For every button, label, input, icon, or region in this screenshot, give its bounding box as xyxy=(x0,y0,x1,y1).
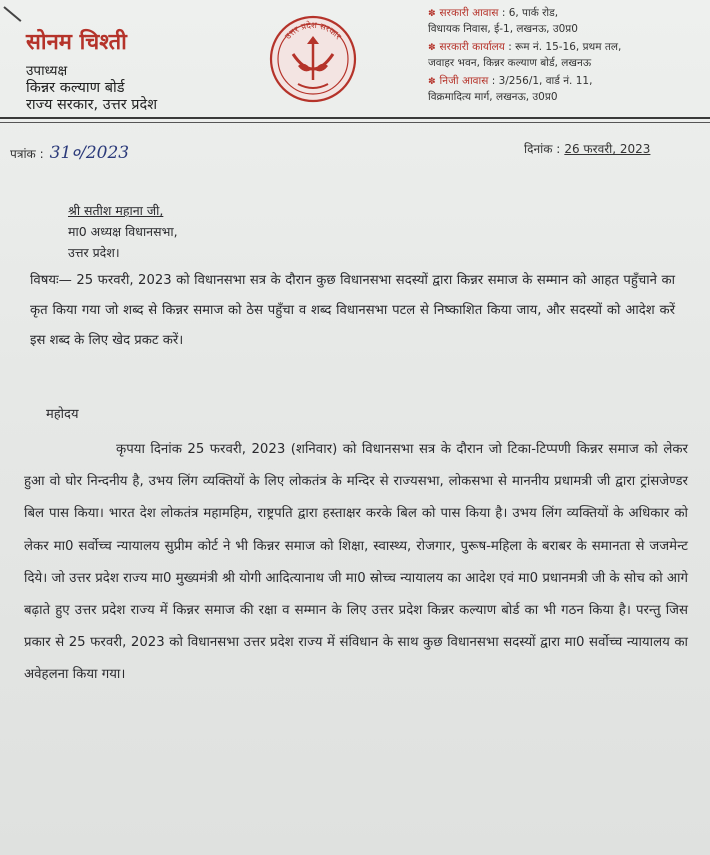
sender-name: सोनम चिश्ती xyxy=(26,30,127,55)
sender-board: किन्नर कल्याण बोर्ड xyxy=(26,80,125,96)
date-value: 26 फरवरी, 2023 xyxy=(564,142,651,156)
addressee-name: श्री सतीश महाना जी, xyxy=(68,203,164,218)
bullet-icon: ✽ xyxy=(428,77,436,87)
letterhead-divider-thin xyxy=(0,122,710,123)
letterhead-divider xyxy=(0,117,710,119)
corner-mark xyxy=(3,6,21,22)
letter-date: दिनांक : 26 फरवरी, 2023 xyxy=(524,142,651,156)
bullet-icon: ✽ xyxy=(428,43,436,53)
emblem-text: उत्तर प्रदेश सरकार xyxy=(283,20,343,42)
letter-subject: विषयः— 25 फरवरी, 2023 को विधानसभा सत्र के दौरान कुछ विधानसभा सदस्यों द्वारा किन्नर समाज के सम्मान को आहत पहुँचाने का कृत किया गया जो शब्द से किन्नर समाज को ठेस पहुँचा व शब्द विधानसभा पटल से निष्काशित किया जाय, और सदस्यों को आदेश करें इस शब्द के लिए खेद प्रकट करें। xyxy=(30,273,675,348)
address-government-residence: ✽ सरकारी आवास : 6, पार्क रोड, विधायक निवास, ई-1, लखनऊ, उ0प्र0 xyxy=(428,7,578,35)
sender-designation: उपाध्यक्ष xyxy=(26,63,68,79)
address-government-office: ✽ सरकारी कार्यालय : रूम नं. 15-16, प्रथम तल, जवाहर भवन, किन्नर कल्याण बोर्ड, लखनऊ xyxy=(428,41,622,69)
addressee-state: उत्तर प्रदेश। xyxy=(68,245,120,260)
letter-body xyxy=(24,434,688,692)
reference-number: पत्रांक : 31०/2023 xyxy=(10,143,130,163)
letterhead-left xyxy=(26,26,266,114)
addressee-block xyxy=(68,200,178,263)
address-private-residence: ✽ निजी आवास : 3/256/1, वार्ड नं. 11, विक्रमादित्य मार्ग, लखनऊ, उ0प्र0 xyxy=(428,75,593,103)
bullet-icon: ✽ xyxy=(428,9,436,19)
letterhead-addresses xyxy=(428,6,698,108)
sender-government: राज्य सरकार, उत्तर प्रदेश xyxy=(26,97,158,113)
salutation: महोदय xyxy=(46,407,79,422)
letter-body-text: कृपया दिनांक 25 फरवरी, 2023 (शनिवार) को विधानसभा सत्र के दौरान जो टिका-टिप्पणी किन्नर समाज को लेकर हुआ वो घोर निन्दनीय है, उभय लिंग व्यक्तियों के लिए लोकतंत्र के मन्दिर से राज्यसभा, लोकसभा से माननीय प्रधामत्री जी द्वारा ट्रांसजेण्डर बिल पास किया। भारत देश लोकतंत्र महामहिम, राष्ट्रपति द्वारा हस्ताक्षर करके बिल को पास किया है। उभय लिंग व्यक्तियों के अधिकार को लेकर मा0 सर्वोच्च न्यायालय सुप्रीम कोर्ट ने भी किन्नर समाज को शिक्षा, स्वास्थ्य, रोजगार, पुरूष-महिला के बराबर के समानता से जजमेन्ट दिये। जो उत्तर प्रदेश राज्य मा0 मुख्यमंत्री श्री योगी आदित्यानाथ जी मा0 स्रोच्च न्यायालय का आदेश एवं मा0 प्रधानमत्री जी के सोच को आगे बढ़ाते हुए उत्तर प्रदेश राज्य में किन्नर समाज की रक्षा व सम्मान के लिए उत्तर प्रदेश किन्नर कल्याण बोर्ड का भी गठन किया है। परन्तु जिस प्रकार से 25 फरवरी, 2023 को विधानसभा उत्तर प्रदेश राज्य में संविधान के साथ कुछ विधानसभा सदस्यों द्वारा मा0 सर्वोच्च न्यायालय का अवेहलना किया गया। xyxy=(24,442,688,683)
reference-value: 31०/2023 xyxy=(49,143,130,163)
addressee-title: मा0 अध्यक्ष विधानसभा, xyxy=(68,224,178,239)
up-government-emblem-icon xyxy=(268,14,358,104)
